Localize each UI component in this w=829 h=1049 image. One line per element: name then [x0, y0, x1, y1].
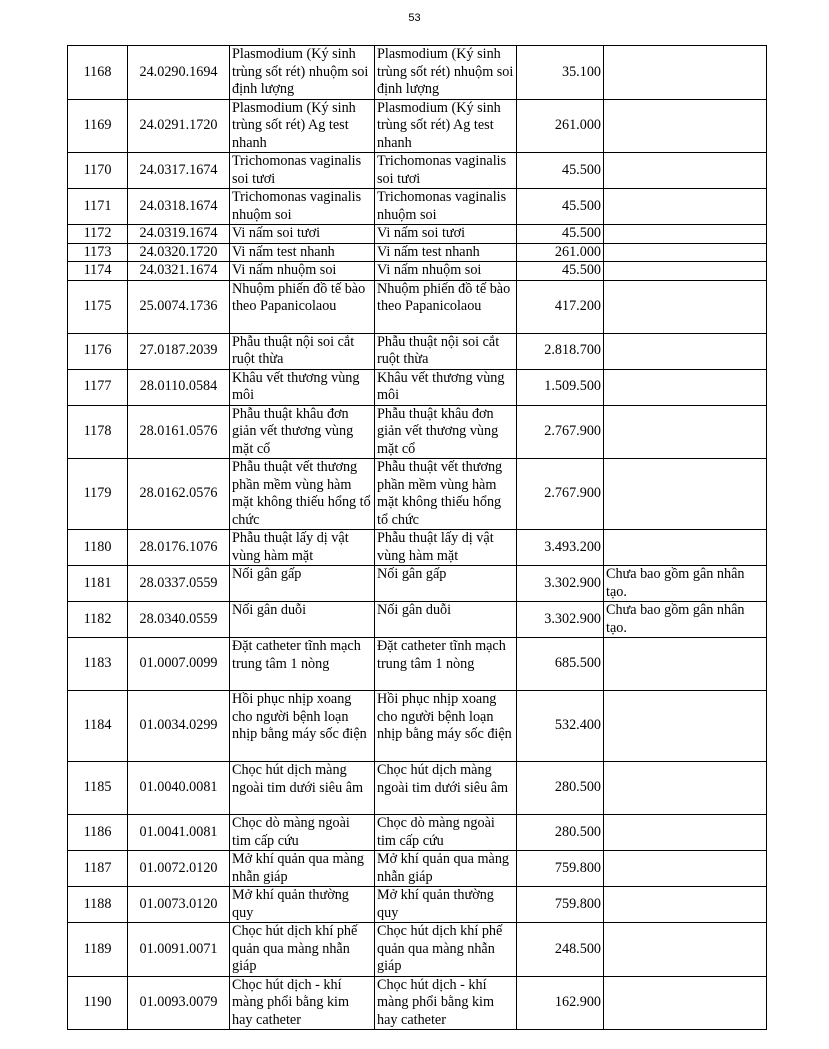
service-name-approved-cell: Mở khí quản thường quy	[375, 887, 517, 923]
price-cell: 417.200	[517, 280, 604, 333]
service-name-cell: Nối gân gấp	[230, 566, 375, 602]
note-cell	[604, 638, 767, 691]
row-number-cell: 1177	[68, 369, 128, 405]
row-number-cell: 1171	[68, 189, 128, 225]
note-cell	[604, 189, 767, 225]
price-cell: 759.800	[517, 887, 604, 923]
service-name-approved-cell: Chọc hút dịch màng ngoài tim dưới siêu âm	[375, 762, 517, 815]
table-row	[68, 99, 767, 153]
note-cell	[604, 225, 767, 244]
service-name-cell: Chọc dò màng ngoài tim cấp cứu	[230, 815, 375, 851]
service-name-approved-cell: Plasmodium (Ký sinh trùng sốt rét) Ag test nhanh	[375, 99, 517, 153]
service-code-cell: 24.0318.1674	[128, 189, 230, 225]
row-number-cell: 1173	[68, 243, 128, 262]
table-row	[68, 333, 767, 369]
note-cell	[604, 99, 767, 153]
page-number: 53	[408, 12, 421, 24]
price-cell: 3.493.200	[517, 530, 604, 566]
row-number-cell: 1169	[68, 99, 128, 153]
service-code-cell: 27.0187.2039	[128, 333, 230, 369]
row-number-cell: 1182	[68, 602, 128, 638]
service-name-approved-cell: Trichomonas vaginalis soi tươi	[375, 153, 517, 189]
service-name-cell: Mở khí quản thường quy	[230, 887, 375, 923]
service-name-cell: Trichomonas vaginalis nhuộm soi	[230, 189, 375, 225]
price-cell: 2.767.900	[517, 459, 604, 530]
note-cell	[604, 153, 767, 189]
service-name-cell: Trichomonas vaginalis soi tươi	[230, 153, 375, 189]
row-number-cell: 1184	[68, 691, 128, 762]
service-code-cell: 28.0340.0559	[128, 602, 230, 638]
table-row	[68, 243, 767, 262]
table-row	[68, 225, 767, 244]
service-name-approved-cell: Khâu vết thương vùng môi	[375, 369, 517, 405]
service-code-cell: 24.0319.1674	[128, 225, 230, 244]
price-cell: 685.500	[517, 638, 604, 691]
price-cell: 45.500	[517, 189, 604, 225]
price-cell: 759.800	[517, 851, 604, 887]
service-name-approved-cell: Chọc hút dịch - khí màng phổi bằng kim hay catheter	[375, 976, 517, 1030]
service-name-cell: Đặt catheter tĩnh mạch trung tâm 1 nòng	[230, 638, 375, 691]
price-cell: 280.500	[517, 815, 604, 851]
note-cell	[604, 369, 767, 405]
service-name-approved-cell: Phẫu thuật khâu đơn giản vết thương vùng mặt cổ	[375, 405, 517, 459]
service-code-cell: 01.0041.0081	[128, 815, 230, 851]
note-cell	[604, 923, 767, 977]
note-cell	[604, 976, 767, 1030]
row-number-cell: 1170	[68, 153, 128, 189]
service-code-cell: 24.0291.1720	[128, 99, 230, 153]
service-code-cell: 28.0110.0584	[128, 369, 230, 405]
note-cell	[604, 46, 767, 100]
service-code-cell: 01.0072.0120	[128, 851, 230, 887]
table-row	[68, 815, 767, 851]
note-cell	[604, 762, 767, 815]
row-number-cell: 1188	[68, 887, 128, 923]
service-code-cell: 01.0040.0081	[128, 762, 230, 815]
row-number-cell: 1174	[68, 262, 128, 281]
note-cell	[604, 262, 767, 281]
service-name-approved-cell: Nhuộm phiến đồ tế bào theo Papanicolaou	[375, 280, 517, 333]
service-name-cell: Chọc hút dịch màng ngoài tim dưới siêu âm	[230, 762, 375, 815]
row-number-cell: 1189	[68, 923, 128, 977]
price-cell: 162.900	[517, 976, 604, 1030]
service-code-cell: 24.0320.1720	[128, 243, 230, 262]
table-row	[68, 459, 767, 530]
row-number-cell: 1172	[68, 225, 128, 244]
row-number-cell: 1186	[68, 815, 128, 851]
service-name-approved-cell: Plasmodium (Ký sinh trùng sốt rét) nhuộm soi định lượng	[375, 46, 517, 100]
row-number-cell: 1190	[68, 976, 128, 1030]
service-code-cell: 01.0034.0299	[128, 691, 230, 762]
row-number-cell: 1179	[68, 459, 128, 530]
price-cell: 3.302.900	[517, 602, 604, 638]
service-code-cell: 01.0093.0079	[128, 976, 230, 1030]
service-name-cell: Chọc hút dịch - khí màng phổi bằng kim hay catheter	[230, 976, 375, 1030]
table-row	[68, 638, 767, 691]
row-number-cell: 1187	[68, 851, 128, 887]
row-number-cell: 1185	[68, 762, 128, 815]
row-number-cell: 1168	[68, 46, 128, 100]
table-row	[68, 369, 767, 405]
service-code-cell: 28.0176.1076	[128, 530, 230, 566]
service-name-approved-cell: Phẫu thuật lấy dị vật vùng hàm mặt	[375, 530, 517, 566]
table-row	[68, 602, 767, 638]
table-row	[68, 530, 767, 566]
service-code-cell: 24.0290.1694	[128, 46, 230, 100]
service-name-approved-cell: Vi nấm nhuộm soi	[375, 262, 517, 281]
service-name-cell: Phẫu thuật vết thương phần mềm vùng hàm mặt không thiếu hổng tổ chức	[230, 459, 375, 530]
table-row	[68, 851, 767, 887]
service-code-cell: 01.0007.0099	[128, 638, 230, 691]
service-name-approved-cell: Hồi phục nhịp xoang cho người bệnh loạn nhịp bằng máy sốc điện	[375, 691, 517, 762]
note-cell	[604, 280, 767, 333]
service-name-approved-cell: Chọc hút dịch khí phế quản qua màng nhẫn giáp	[375, 923, 517, 977]
service-name-cell: Plasmodium (Ký sinh trùng sốt rét) Ag test nhanh	[230, 99, 375, 153]
row-number-cell: 1180	[68, 530, 128, 566]
table-row	[68, 189, 767, 225]
service-code-cell: 28.0162.0576	[128, 459, 230, 530]
table-row	[68, 280, 767, 333]
service-name-approved-cell: Nối gân gấp	[375, 566, 517, 602]
note-cell	[604, 691, 767, 762]
service-name-cell: Mở khí quản qua màng nhẫn giáp	[230, 851, 375, 887]
price-table	[67, 45, 767, 1030]
price-cell: 248.500	[517, 923, 604, 977]
table-row	[68, 887, 767, 923]
service-name-cell: Phẫu thuật nội soi cắt ruột thừa	[230, 333, 375, 369]
service-name-approved-cell: Chọc dò màng ngoài tim cấp cứu	[375, 815, 517, 851]
note-cell	[604, 243, 767, 262]
price-cell: 3.302.900	[517, 566, 604, 602]
service-code-cell: 24.0317.1674	[128, 153, 230, 189]
table-body	[68, 46, 767, 1030]
table-row	[68, 691, 767, 762]
note-cell	[604, 333, 767, 369]
note-cell: Chưa bao gồm gân nhân tạo.	[604, 566, 767, 602]
price-cell: 35.100	[517, 46, 604, 100]
table-row	[68, 46, 767, 100]
note-cell	[604, 459, 767, 530]
row-number-cell: 1175	[68, 280, 128, 333]
price-cell: 45.500	[517, 262, 604, 281]
row-number-cell: 1181	[68, 566, 128, 602]
service-name-approved-cell: Đặt catheter tĩnh mạch trung tâm 1 nòng	[375, 638, 517, 691]
service-code-cell: 28.0337.0559	[128, 566, 230, 602]
note-cell	[604, 530, 767, 566]
price-cell: 45.500	[517, 153, 604, 189]
price-cell: 261.000	[517, 99, 604, 153]
service-code-cell: 01.0073.0120	[128, 887, 230, 923]
service-code-cell: 24.0321.1674	[128, 262, 230, 281]
service-name-cell: Vi nấm soi tươi	[230, 225, 375, 244]
service-name-approved-cell: Phẫu thuật nội soi cắt ruột thừa	[375, 333, 517, 369]
note-cell	[604, 815, 767, 851]
service-code-cell: 01.0091.0071	[128, 923, 230, 977]
row-number-cell: 1176	[68, 333, 128, 369]
note-cell	[604, 887, 767, 923]
service-code-cell: 25.0074.1736	[128, 280, 230, 333]
service-name-cell: Phẫu thuật lấy dị vật vùng hàm mặt	[230, 530, 375, 566]
service-code-cell: 28.0161.0576	[128, 405, 230, 459]
price-cell: 261.000	[517, 243, 604, 262]
service-name-approved-cell: Mở khí quản qua màng nhẫn giáp	[375, 851, 517, 887]
service-name-cell: Chọc hút dịch khí phế quản qua màng nhẫn giáp	[230, 923, 375, 977]
table-row	[68, 762, 767, 815]
price-cell: 2.767.900	[517, 405, 604, 459]
note-cell: Chưa bao gồm gân nhân tạo.	[604, 602, 767, 638]
price-cell: 2.818.700	[517, 333, 604, 369]
table-row	[68, 976, 767, 1030]
service-name-cell: Plasmodium (Ký sinh trùng sốt rét) nhuộm soi định lượng	[230, 46, 375, 100]
service-name-cell: Phẫu thuật khâu đơn giản vết thương vùng mặt cổ	[230, 405, 375, 459]
price-cell: 1.509.500	[517, 369, 604, 405]
table-row	[68, 405, 767, 459]
service-name-approved-cell: Phẫu thuật vết thương phần mềm vùng hàm mặt không thiếu hổng tổ chức	[375, 459, 517, 530]
service-name-cell: Khâu vết thương vùng môi	[230, 369, 375, 405]
service-name-cell: Vi nấm test nhanh	[230, 243, 375, 262]
service-name-cell: Nhuộm phiến đồ tế bào theo Papanicolaou	[230, 280, 375, 333]
table-row	[68, 923, 767, 977]
service-name-approved-cell: Vi nấm test nhanh	[375, 243, 517, 262]
service-name-cell: Hồi phục nhịp xoang cho người bệnh loạn nhịp bằng máy sốc điện	[230, 691, 375, 762]
service-name-approved-cell: Vi nấm soi tươi	[375, 225, 517, 244]
table-row	[68, 566, 767, 602]
row-number-cell: 1183	[68, 638, 128, 691]
service-name-cell: Vi nấm nhuộm soi	[230, 262, 375, 281]
service-name-approved-cell: Nối gân duỗi	[375, 602, 517, 638]
row-number-cell: 1178	[68, 405, 128, 459]
price-cell: 280.500	[517, 762, 604, 815]
note-cell	[604, 405, 767, 459]
table-row	[68, 153, 767, 189]
price-cell: 45.500	[517, 225, 604, 244]
service-name-approved-cell: Trichomonas vaginalis nhuộm soi	[375, 189, 517, 225]
table-row	[68, 262, 767, 281]
service-name-cell: Nối gân duỗi	[230, 602, 375, 638]
note-cell	[604, 851, 767, 887]
price-cell: 532.400	[517, 691, 604, 762]
